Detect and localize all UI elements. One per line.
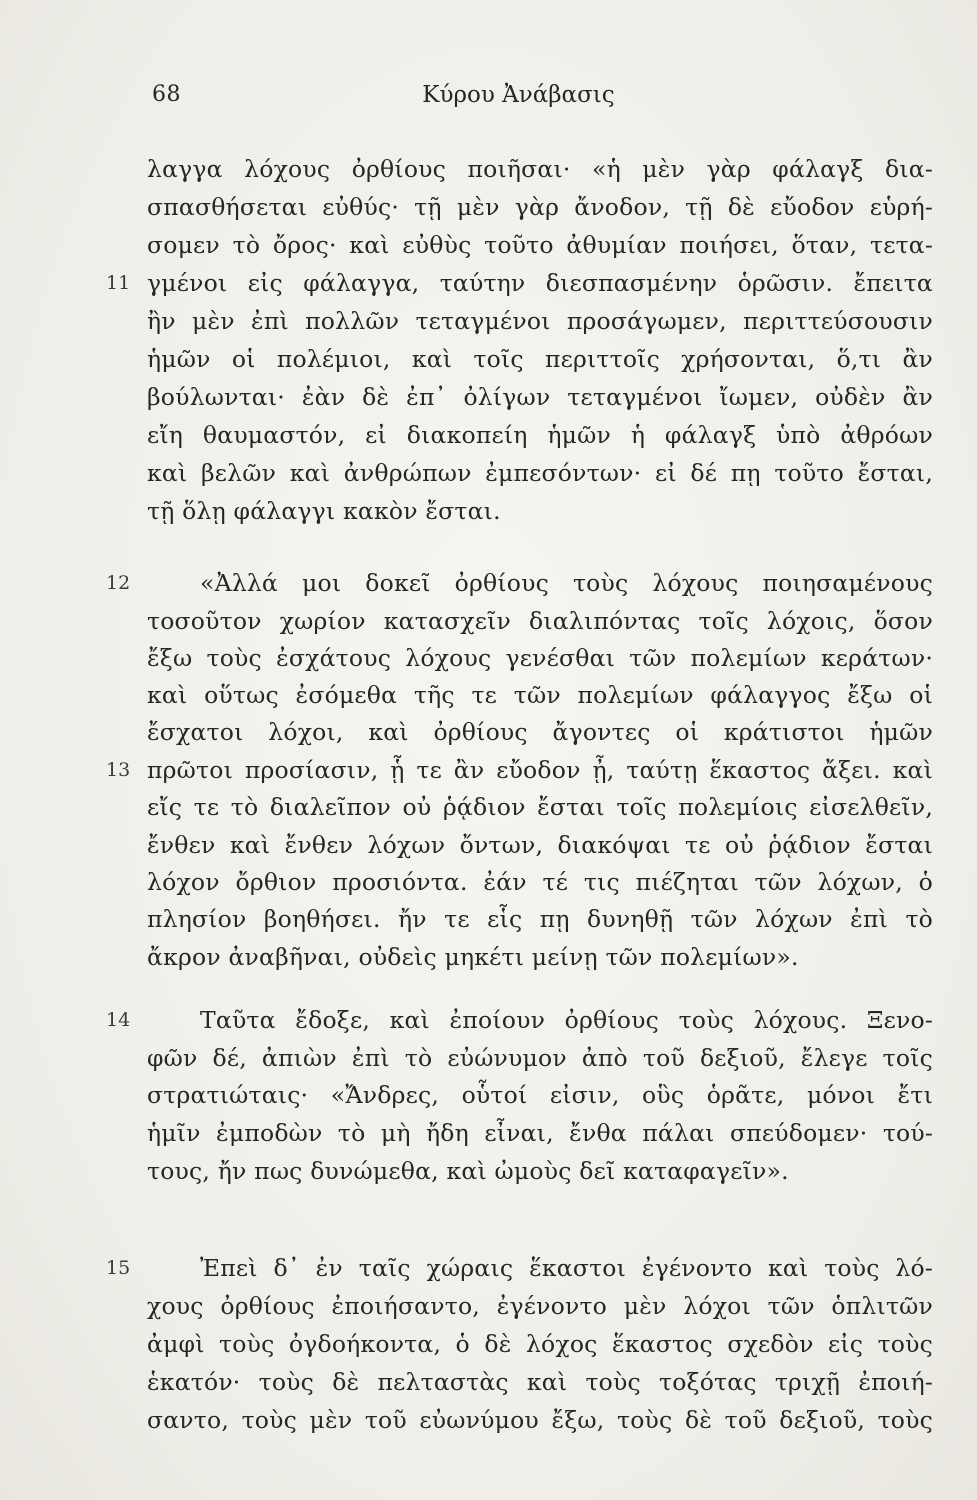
text-line: ἔξω τοὺς ἐσχάτους λόχους γενέσθαι τῶν πολεμίων κεράτων·	[147, 644, 933, 672]
text-line: λαγγα λόχους ὀρθίους ποιῆσαι· «ἡ μὲν γὰρ φάλαγξ δια-	[147, 155, 933, 183]
text-line: καὶ οὕτως ἐσόμεθα τῆς τε τῶν πολεμίων φάλαγγος ἔξω οἱ	[147, 681, 933, 709]
text-line: σομεν τὸ ὄρος· καὶ εὐθὺς τοῦτο ἀθυμίαν ποιήσει, ὅταν, τετα-	[147, 231, 933, 259]
text-line: τῇ ὅλῃ φάλαγγι κακὸν ἔσται.	[147, 497, 501, 525]
text-line: πλησίον βοηθήσει. ἤν τε εἷς πῃ δυνηθῇ τῶν λόχων ἐπὶ τὸ	[147, 905, 933, 933]
text-line: βούλωνται· ἐὰν δὲ ἐπ᾽ ὀλίγων τεταγμένοι ἴωμεν, οὐδὲν ἂν	[147, 383, 933, 411]
text-line: ἡμῶν οἱ πολέμιοι, καὶ τοῖς περιττοῖς χρήσονται, ὅ,τι ἂν	[147, 345, 933, 373]
text-line: τους, ἤν πως δυνώμεθα, καὶ ὠμοὺς δεῖ καταφαγεῖν».	[147, 1157, 789, 1185]
text-line: Ἐπεὶ δ᾽ ἐν ταῖς χώραις ἕκαστοι ἐγένοντο καὶ τοὺς λό-	[200, 1254, 933, 1282]
page-number: 68	[152, 82, 181, 107]
text-line: Ταῦτα ἔδοξε, καὶ ἐποίουν ὀρθίους τοὺς λόχους. Ξενο-	[200, 1006, 933, 1034]
text-line: χους ὀρθίους ἐποιήσαντο, ἐγένοντο μὲν λόχοι τῶν ὁπλιτῶν	[147, 1292, 933, 1320]
text-line: λόχον ὄρθιον προσιόντα. ἐάν τέ τις πιέζηται τῶν λόχων, ὁ	[147, 868, 933, 896]
text-line: ἄκρον ἀναβῆναι, οὐδεὶς μηκέτι μείνῃ τῶν πολεμίων».	[147, 943, 799, 971]
text-line: καὶ βελῶν καὶ ἀνθρώπων ἐμπεσόντων· εἰ δέ πῃ τοῦτο ἔσται,	[147, 459, 933, 487]
text-line: ἀμφὶ τοὺς ὀγδοήκοντα, ὁ δὲ λόχος ἕκαστος σχεδὸν εἰς τοὺς	[147, 1330, 933, 1358]
text-line: ἔνθεν καὶ ἔνθεν λόχων ὄντων, διακόψαι τε οὐ ῥᾴδιον ἔσται	[147, 831, 933, 859]
section-number-12: 12	[106, 572, 131, 594]
text-line: «Ἀλλά μοι δοκεῖ ὀρθίους τοὺς λόχους ποιησαμένους	[200, 569, 933, 597]
running-title: Κύρου Ἀνάβασις	[422, 82, 615, 108]
text-line: πρῶτοι προσίασιν, ᾗ τε ἂν εὔοδον ᾖ, ταύτῃ ἕκαστος ἄξει. καὶ	[147, 756, 933, 784]
section-number-13: 13	[106, 759, 131, 781]
text-line: ἑκατόν· τοὺς δὲ πελταστὰς καὶ τοὺς τοξότας τριχῇ ἐποιή-	[147, 1368, 933, 1396]
page-header	[0, 82, 977, 122]
text-line: ἢν μὲν ἐπὶ πολλῶν τεταγμένοι προσάγωμεν, περιττεύσουσιν	[147, 307, 933, 335]
text-line: εἴη θαυμαστόν, εἰ διακοπείη ἡμῶν ἡ φάλαγξ ὑπὸ ἀθρόων	[147, 421, 933, 449]
text-line: φῶν δέ, ἀπιὼν ἐπὶ τὸ εὐώνυμον ἀπὸ τοῦ δεξιοῦ, ἔλεγε τοῖς	[147, 1044, 933, 1072]
section-number-14: 14	[106, 1009, 131, 1031]
text-line: ἔσχατοι λόχοι, καὶ ὀρθίους ἄγοντες οἱ κράτιστοι ἡμῶν	[147, 718, 933, 746]
text-line: σαντο, τοὺς μὲν τοῦ εὐωνύμου ἔξω, τοὺς δὲ τοῦ δεξιοῦ, τοὺς	[147, 1406, 933, 1434]
section-number-11: 11	[106, 272, 131, 294]
text-line: σπασθήσεται εὐθύς· τῇ μὲν γὰρ ἄνοδον, τῇ δὲ εὔοδον εὑρή-	[147, 193, 933, 221]
text-line: τοσοῦτον χωρίον κατασχεῖν διαλιπόντας τοῖς λόχοις, ὅσον	[147, 607, 933, 635]
text-line: ἡμῖν ἐμποδὼν τὸ μὴ ἤδη εἶναι, ἔνθα πάλαι σπεύδομεν· τού-	[147, 1119, 933, 1147]
text-line: εἴς τε τὸ διαλεῖπον οὐ ῥᾴδιον ἔσται τοῖς πολεμίοις εἰσελθεῖν,	[147, 793, 933, 821]
text-line: γμένοι εἰς φάλαγγα, ταύτην διεσπασμένην ὁρῶσιν. ἔπειτα	[147, 269, 933, 297]
text-line: στρατιώταις· «Ἄνδρες, οὗτοί εἰσιν, οὓς ὁρᾶτε, μόνοι ἔτι	[147, 1081, 933, 1109]
section-number-15: 15	[106, 1257, 131, 1279]
